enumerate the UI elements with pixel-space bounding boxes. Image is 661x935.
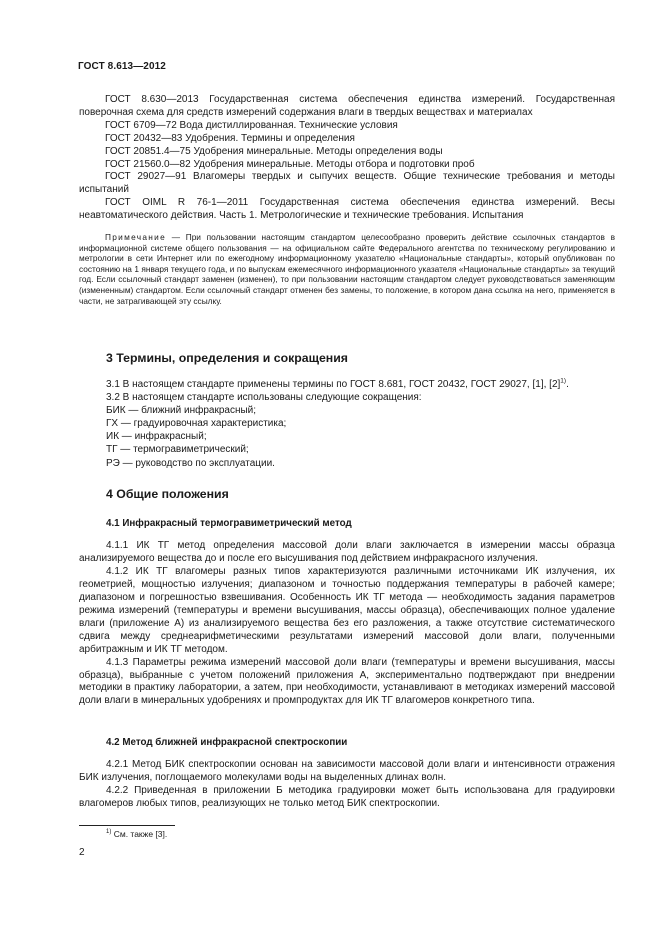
footnote-text: См. также [3]. bbox=[111, 829, 168, 839]
page-header: ГОСТ 8.613—2012 bbox=[78, 61, 166, 72]
abbreviation-item: ИК — инфракрасный; bbox=[106, 431, 207, 443]
reference-item: ГОСТ 8.630—2013 Государственная система обеспечения единства измерений. Государственная поверочная схема для средств измерений содержания влаги в твердых веществах и материалах bbox=[79, 94, 615, 118]
reference-item: ГОСТ OIML R 76-1—2011 Государственная система обеспечения единства измерений. Весы неавтоматического действия. Часть 1. Метрологические и технические требования. Испытания bbox=[79, 197, 615, 222]
subsection-4-2-body bbox=[79, 759, 615, 811]
reference-item: ГОСТ 20851.4—75 Удобрения минеральные. Методы определения воды bbox=[105, 145, 443, 157]
footnote bbox=[106, 829, 167, 839]
footnote-divider bbox=[79, 825, 175, 826]
paragraph-3-1: 3.1 В настоящем стандарте применены термины по ГОСТ 8.681, ГОСТ 20432, ГОСТ 29027, [1], $[2]^{1)}$. bbox=[106, 377, 569, 390]
abbreviation-item: РЭ — руководство по эксплуатации. bbox=[106, 457, 275, 469]
paragraph-4-1-1: 4.1.1 ИК ТГ метод определения массовой доли влаги заключается в измерении массы образца анализируемого вещества до и после его высушивания под действием инфракрасного излучения. bbox=[79, 540, 615, 564]
abbreviation-item: БИК — ближний инфракрасный; bbox=[106, 405, 257, 417]
section-3-body bbox=[79, 378, 615, 470]
paragraph-4-1-2: 4.1.2 ИК ТГ влагомеры разных типов характеризуются различными источниками ИК излучения, их геометрией, мощностью излучения; диапазоном и точностью поддержания температуры в рабочей камере; диапазоном и погрешностью взвешивания. Особенность ИК ТГ метода — необходимость задания параметров режима измерений (температуры и времени высушивания, массы образца), обеспечивающих полное удаление влаги (приложение А) из анализируемого вещества без его разложения, а также отсутствие систематического сдвига между среднеарифметическими результатами измерений массовой доли влаги, полученными арбитражным и ИК ТГ методом. bbox=[79, 565, 615, 655]
page-number: 2 bbox=[79, 847, 85, 858]
paragraph-3-2: 3.2 В настоящем стандарте использованы следующие сокращения: bbox=[106, 392, 422, 404]
paragraph-4-2-2: 4.2.2 Приведенная в приложении Б методика градуировки может быть использована для градуировки влагомеров любых типов, реализующих не только метод БИК спектроскопии. bbox=[79, 784, 615, 809]
section-4-title: 4 Общие положения bbox=[106, 487, 229, 501]
paragraph-4-2-1: 4.2.1 Метод БИК спектроскопии основан на зависимости массовой доли влаги и интенсивности отражения БИК излучения, поглощаемого молекулами воды на выделенных длинах волн. bbox=[79, 759, 615, 783]
subsection-4-2-title: 4.2 Метод ближней инфракрасной спектроскопии bbox=[106, 737, 348, 748]
subsection-4-1-title: 4.1 Инфракрасный термогравиметрический метод bbox=[106, 518, 352, 529]
footnote-mark: 1) bbox=[106, 829, 112, 836]
note-paragraph bbox=[79, 232, 615, 306]
abbreviation-item: ГХ — градуировочная характеристика; bbox=[106, 418, 287, 430]
paragraph-4-1-3: 4.1.3 Параметры режима измерений массовой доли влаги (температуры и времени высушивания, массы образца), выбранные с учетом положений приложения А, экспериментально подтверждают при внедрении методики в практику лаборатории, а затем, при необходимости, устанавливают в методиках измерений массовой доли влаги в минеральных удобрениях и промпродуктах для ИК ТГ влагомеров конкретного типа. bbox=[79, 656, 615, 707]
references-note bbox=[79, 232, 615, 306]
note-text: — При пользовании настоящим стандартом целесообразно проверить действие ссылочных стандартов в информационной системе общего пользования — на официальном сайте Федерального агентства по техническому регулированию и метрологии в сети Интернет или по ежегодному информационному указателю «Национальные стандарты», который опубликован по состоянию на 1 января текущего года, и по выпускам ежемесячного информационного указателя «Национальные стандарты» за текущий год. Если ссылочный стандарт заменен (изменен), то при пользовании настоящим стандартом следует руководствоваться заменяющим (измененным) стандартом. Если ссылочный стандарт отменен без замены, то положение, в котором дана ссылка на него, применяется в части, не затрагивающей эту ссылку. bbox=[79, 232, 615, 306]
subsection-4-1-body bbox=[79, 540, 615, 708]
footnote-ref: 1) bbox=[560, 377, 567, 385]
section-3-title: 3 Термины, определения и сокращения bbox=[106, 351, 348, 365]
normative-references bbox=[79, 94, 615, 223]
abbreviation-item: ТГ — термогравиметрический; bbox=[106, 444, 249, 456]
note-label: Примечание bbox=[105, 232, 167, 242]
reference-item: ГОСТ 21560.0—82 Удобрения минеральные. Методы отбора и подготовки проб bbox=[105, 158, 475, 170]
reference-item: ГОСТ 20432—83 Удобрения. Термины и определения bbox=[105, 132, 355, 144]
reference-item: ГОСТ 6709—72 Вода дистиллированная. Технические условия bbox=[105, 119, 398, 131]
reference-item: ГОСТ 29027—91 Влагомеры твердых и сыпучих веществ. Общие технические требования и методы испытаний bbox=[79, 171, 615, 196]
